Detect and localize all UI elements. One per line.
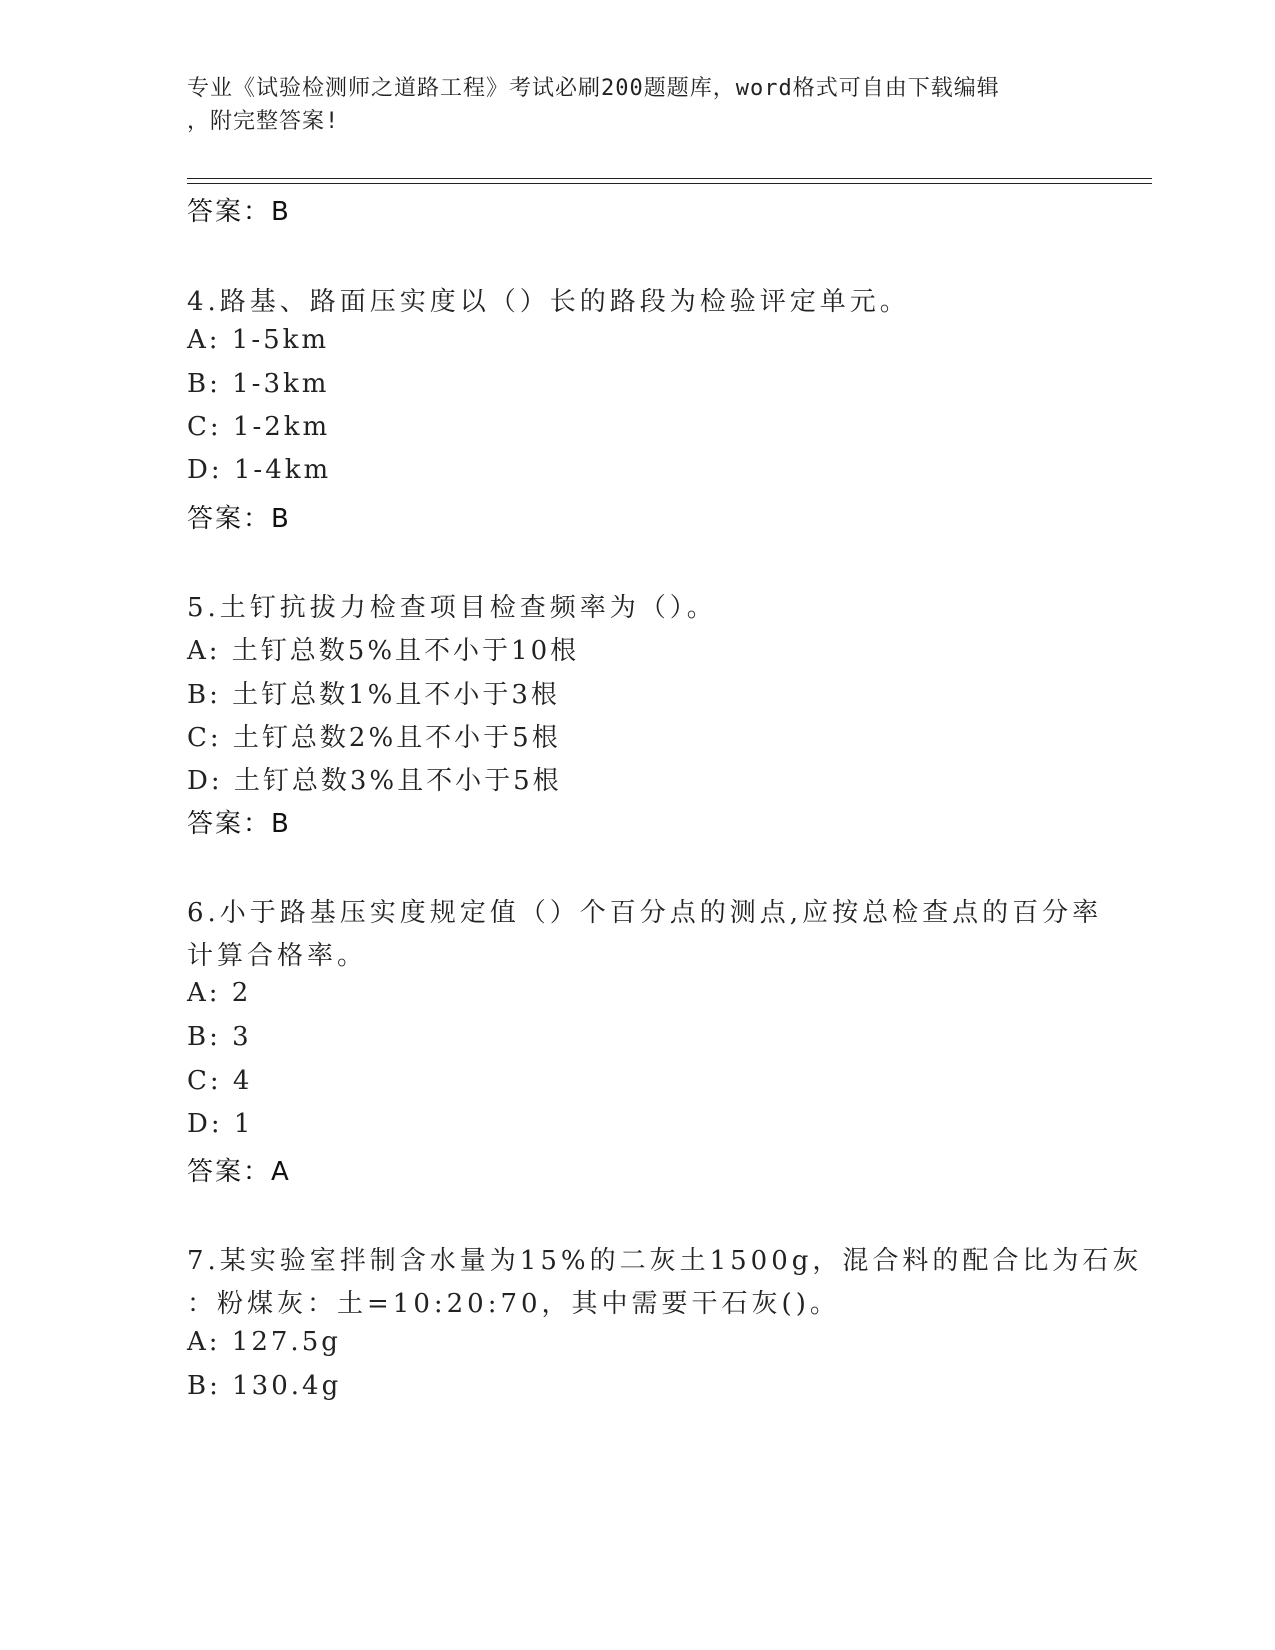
question-4-option-a: A: 1-5km bbox=[187, 325, 330, 355]
question-7-stem-line-2: ：粉煤灰：土=10:20:70，其中需要干石灰()。 bbox=[187, 1289, 840, 1319]
question-5-option-b: B: 土钉总数1%且不小于3根 bbox=[187, 680, 560, 710]
answer-5: 答案：B bbox=[187, 809, 291, 839]
question-5-option-a: A: 土钉总数5%且不小于10根 bbox=[187, 636, 580, 666]
question-7-option-a: A: 127.5g bbox=[187, 1327, 341, 1357]
question-7-option-b: B: 130.4g bbox=[187, 1371, 342, 1401]
document-header bbox=[187, 72, 1067, 138]
answer-4: 答案：B bbox=[187, 504, 291, 534]
header-divider-bottom bbox=[187, 183, 1152, 184]
question-5-stem: 5.土钉抗拔力检查项目检查频率为（）。 bbox=[187, 593, 717, 623]
header-line-1: 专业《试验检测师之道路工程》考试必刷200题题库，word格式可自由下载编辑 bbox=[187, 76, 1000, 101]
question-6-option-d: D: 1 bbox=[187, 1109, 254, 1139]
question-5-option-c: C: 土钉总数2%且不小于5根 bbox=[187, 723, 561, 753]
answer-3: 答案：B bbox=[187, 197, 291, 227]
answer-6: 答案：A bbox=[187, 1157, 291, 1187]
question-4-option-c: C: 1-2km bbox=[187, 412, 331, 442]
question-6-stem-line-1: 6.小于路基压实度规定值（）个百分点的测点,应按总检查点的百分率 bbox=[187, 898, 1103, 928]
question-6-option-a: A: 2 bbox=[187, 978, 252, 1008]
header-line-2: ，附完整答案! bbox=[187, 109, 340, 134]
question-7-stem-line-1: 7.某实验室拌制含水量为15%的二灰土1500g，混合料的配合比为石灰 bbox=[187, 1246, 1143, 1276]
question-4-option-d: D: 1-4km bbox=[187, 455, 332, 485]
header-divider-top bbox=[187, 178, 1152, 179]
question-6-option-c: C: 4 bbox=[187, 1066, 253, 1096]
question-5-option-d: D: 土钉总数3%且不小于5根 bbox=[187, 766, 562, 796]
question-6-option-b: B: 3 bbox=[187, 1022, 252, 1052]
question-4-option-b: B: 1-3km bbox=[187, 369, 330, 399]
question-4-stem: 4.路基、路面压实度以（）长的路段为检验评定单元。 bbox=[187, 287, 910, 317]
question-6-stem-line-2: 计算合格率。 bbox=[187, 941, 368, 971]
